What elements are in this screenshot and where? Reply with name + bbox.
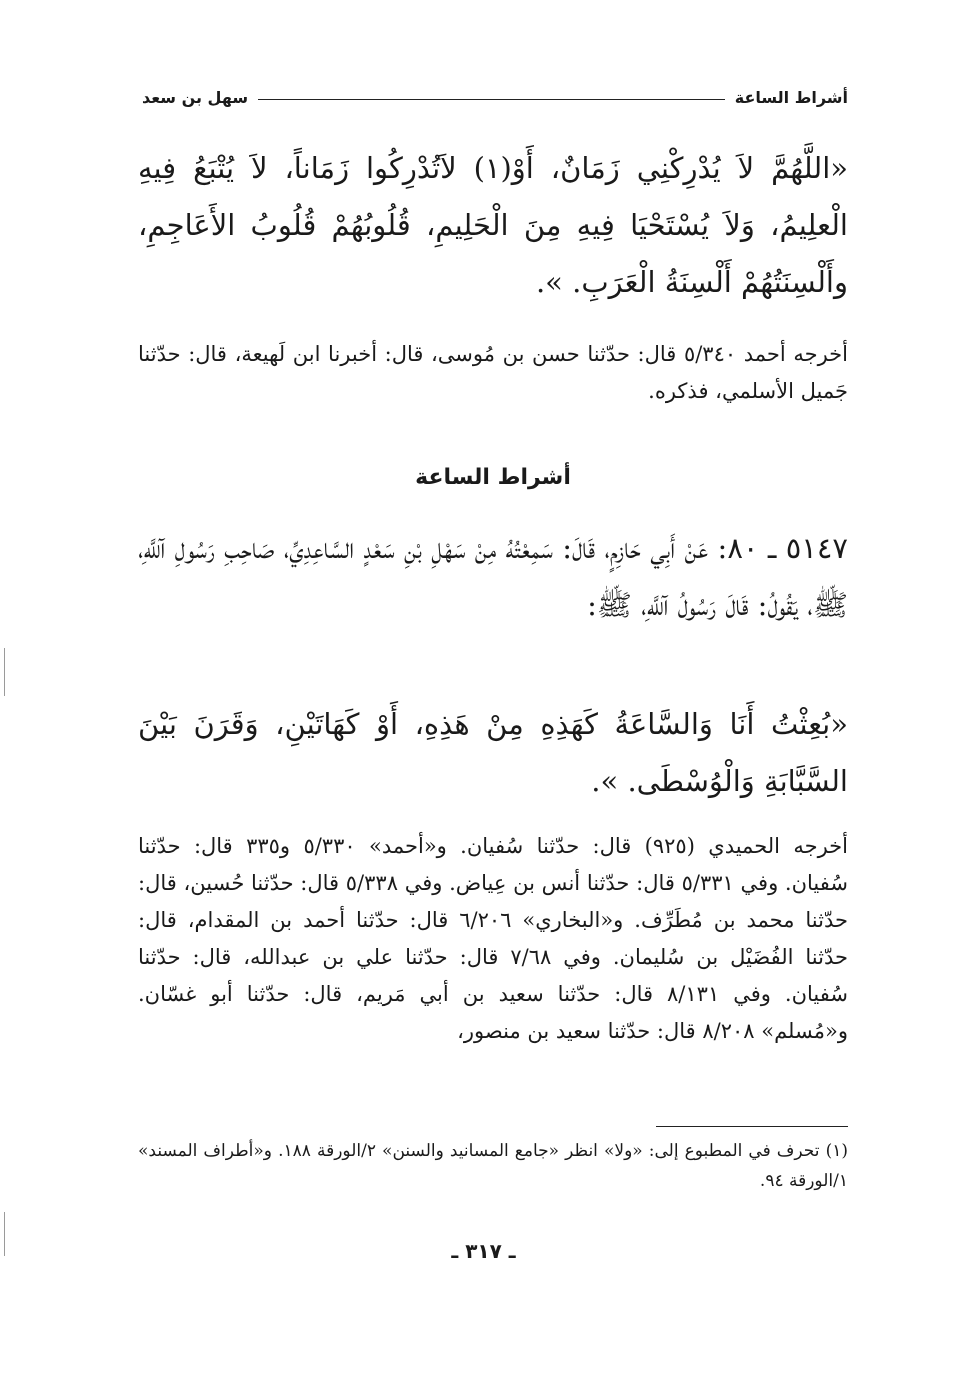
page-number: ـ ٣١٧ ـ: [451, 1239, 516, 1263]
running-header: [142, 82, 848, 112]
header-rule: [258, 99, 725, 100]
scan-edge-mark: [4, 648, 5, 696]
hadith-text-1: «اللَّهُمَّ لاَ يُدْرِكْنِي زَمَانٌ، أَوْ(١) لاَتُدْرِكُوا زَمَاناً، لاَ يُتْبَعُ فِيهِ الْعلِيمُ، وَلاَ يُسْتَحْيَا فِيهِ مِنَ الْحَلِيمِ، قُلُوبُهُمْ قُلُوبُ الأَعَاجِمِ، وأَلْسِنَتُهُمْ أَلْسِنَةُ الْعَرَبِ. ».: [138, 151, 849, 299]
section-heading: أشراط الساعة: [415, 465, 571, 490]
footnote-separator: [656, 1126, 848, 1127]
narration-paragraph-2: أخرجه الحميدي (٩٢٥) قال: حدّثنا سُفيان. و«أحمد» ٥/٣٣٠ و٣٣٥ قال: حدّثنا سُفيان. وفي ٥/٣٣١ قال: حدّثنا أنس بن عِياض. وفي ٥/٣٣٨ قال: حدّثنا حُسين، قال: حدّثنا محمد بن مُطَرِّف. و«البخاري» ٦/٢٠٦ قال: حدّثنا أحمد بن المقدام، قال: حدّثنا الفُضَيْل بن سُليمان. وفي ٧/٦٨ قال: حدّثنا علي بن عبدالله، قال: حدّثنا سُفيان. وفي ٨/١٣١ قال: حدّثنا سعيد بن أبي مَريم، قال: حدّثنا أبو غسّان. و«مُسلم» ٨/٢٠٨ قال: حدّثنا سعيد بن منصور،: [138, 834, 848, 1043]
hadith-text-2: «بُعِثْتُ أَنَا وَالسَّاعَةُ كَهَذِهِ مِنْ هَذِهِ، أَوْ كَهَاتَيْنِ، وَقَرَنَ بَيْنَ السَّبَّابَةِ وَالْوُسْطَى. ».: [138, 707, 848, 798]
header-chapter-title: أشراط الساعة: [734, 87, 848, 107]
hadith-intro-5147: ٥١٤٧ ـ ٨٠: عَنْ أَبِي حَازِمٍ، قَالَ: سَمِعْتُهُ مِنْ سَهْلِ بْنِ سَعْدٍ السَّاعِدِيِّ، صَاحِبِ رَسُولِ آللَّهِ، ﷺ، يَقُولُ: قَالَ رَسُولُ آللَّهِ، ﷺ:: [138, 531, 848, 622]
narration-paragraph-1: أخرجه أحمد ٥/٣٤٠ قال: حدّثنا حسن بن مُوسى، قال: أخبرنا ابن لَهيعة، قال: حدّثنا جَميل الأسلمي، فذكره.: [138, 342, 848, 403]
header-companion-name: سهل بن سعد: [142, 87, 249, 107]
footnote: (١) تحرف في المطبوع إلى: «ولا» انظر «جامع المسانيد والسنن» ٢/الورقة ١٨٨. و«أطراف المسند» ١/الورقة ٩٤.: [138, 1141, 848, 1191]
